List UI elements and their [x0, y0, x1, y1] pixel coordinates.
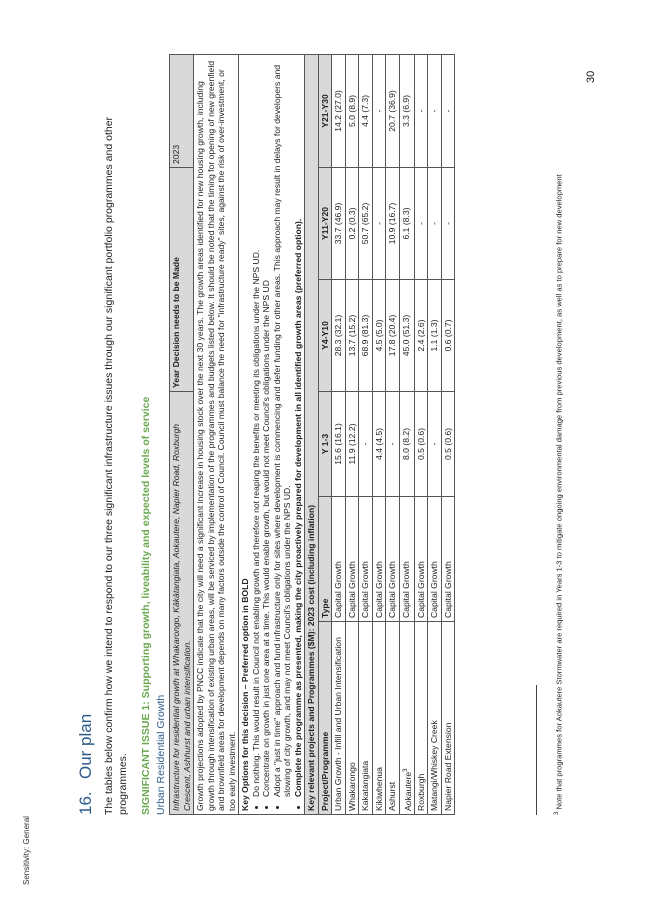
- value-cell: 4.4 (4.5): [372, 391, 386, 496]
- value-cell: 0.5 (0.6): [414, 391, 428, 496]
- table-body: [332, 54, 455, 814]
- value-cell: 33.7 (46.9): [332, 167, 346, 279]
- value-cell: 4.4 (7.3): [359, 54, 373, 167]
- value-cell: 10.9 (16.7): [386, 167, 400, 279]
- page-number: 30: [585, 70, 597, 83]
- intro-paragraph: The tables below confirm how we intend to respond to our three significant infrastructure issues through our significant portfolio programmes and other programmes.: [103, 116, 129, 815]
- type-cell: Capital Growth: [428, 497, 442, 622]
- value-cell: 3.3 (6.9): [399, 54, 414, 167]
- value-cell: -: [428, 167, 442, 279]
- description-cell: Growth projections adopted by PNCC indicate that the city will need a significant increase in housing stock over the next 30 years. The growth areas identified for new housing growth, including growth through intensification of existing urban areas, will be serviced by implementation of the programmes and budgets listed below. It should be noted that the timing for opening of new greenfield and brownfield areas for development depends on many factors outside the control of Council. Council must balance the need for "infrastructure ready" sites, against the risk of over-investment, or too early investment.: [194, 54, 239, 814]
- project-name-cell: Kakatangiata: [359, 622, 373, 815]
- type-cell: Capital Growth: [441, 497, 455, 622]
- page-content: [76, 55, 455, 815]
- footnote-ref: 3: [402, 768, 409, 772]
- key-projects-row: [305, 54, 319, 814]
- project-name-cell: Urban Growth - Infill and Urban Intensification: [332, 622, 346, 815]
- table-row: [359, 54, 373, 814]
- value-cell: -: [428, 54, 442, 167]
- table-row: [372, 54, 386, 814]
- option-item: • Do nothing. This would result in Council not enabling growth and therefore not reaping the benefits or meeting its obligations under the NPS UD.: [251, 58, 262, 797]
- sub-heading: Urban Residential Growth: [155, 694, 167, 815]
- value-cell: 50.7 (65.2): [359, 167, 373, 279]
- decision-year-cell: 2023: [170, 54, 194, 167]
- options-cell: [239, 54, 305, 814]
- value-cell: 5.0 (8.9): [345, 54, 359, 167]
- type-cell: Capital Growth: [386, 497, 400, 622]
- value-cell: 17.8 (20.4): [386, 279, 400, 391]
- value-cell: 0.6 (0.7): [441, 279, 455, 391]
- value-cell: 20.7 (36.9): [386, 54, 400, 167]
- value-cell: 2.4 (2.6): [414, 279, 428, 391]
- value-cell: -: [441, 167, 455, 279]
- table-row: [428, 54, 442, 814]
- project-name-cell: Ashurst: [386, 622, 400, 815]
- project-name-cell: Whakarongo: [345, 622, 359, 815]
- table-row: [414, 54, 428, 814]
- table-row: [345, 54, 359, 814]
- sensitivity-label: Sensitivity: General: [22, 816, 31, 885]
- value-cell: 68.9 (81.3): [359, 279, 373, 391]
- options-list: [251, 58, 304, 811]
- value-cell: 45.0 (51.3): [399, 279, 414, 391]
- value-cell: 14.2 (27.0): [332, 54, 346, 167]
- value-cell: -: [441, 54, 455, 167]
- value-cell: 13.7 (15.2): [345, 279, 359, 391]
- project-name-cell: [399, 622, 414, 815]
- column-header: Type: [318, 497, 332, 622]
- value-cell: -: [372, 54, 386, 167]
- preferred-option-item: • Complete the programme as presented, making the city proactively prepared for development in all identified growth areas (preferred option).: [293, 58, 304, 797]
- table-title-row: [170, 54, 194, 814]
- section-number: 16.: [76, 791, 95, 815]
- value-cell: 0.2 (0.3): [345, 167, 359, 279]
- value-cell: 6.1 (8.3): [399, 167, 414, 279]
- column-header: Y21-Y30: [318, 54, 332, 167]
- table-title-cell: Infrastructure for residential growth at Whakarongo, Kākātangiata, Aokautere, Napier Road, Roxburgh Crescent, Ashhurst and urban intensification.: [170, 391, 194, 814]
- table-row: [386, 54, 400, 814]
- key-projects-heading: Key relevant projects and Programmes ($M): 2023 cost (including inflation): [305, 54, 319, 814]
- column-header: Y 1-3: [318, 391, 332, 496]
- type-cell: Capital Growth: [332, 497, 346, 622]
- options-row: [239, 54, 305, 814]
- table-row: [441, 54, 455, 814]
- value-cell: 0.5 (0.6): [441, 391, 455, 496]
- value-cell: -: [428, 391, 442, 496]
- option-item: • Adopt a "just in time" approach and fund infrastructure only for sites where development is commencing and defer funding for other areas. This approach may result in delays for developers and slowing of city growth, and may not meet Council's obligations under the NPS UD.: [272, 58, 293, 797]
- column-header: Y4-Y10: [318, 279, 332, 391]
- growth-table: [169, 54, 455, 815]
- options-heading: Key Options for this decision – Preferred option in BOLD: [240, 578, 250, 811]
- type-cell: Capital Growth: [414, 497, 428, 622]
- section-heading: [76, 55, 96, 815]
- value-cell: -: [414, 167, 428, 279]
- value-cell: 4.5 (5.0): [372, 279, 386, 391]
- value-cell: -: [372, 167, 386, 279]
- project-name-cell: Napier Road Extension: [441, 622, 455, 815]
- project-name-cell: Kikiwhenua: [372, 622, 386, 815]
- value-cell: 11.9 (12.2): [345, 391, 359, 496]
- value-cell: 15.6 (16.1): [332, 391, 346, 496]
- description-row: [194, 54, 239, 814]
- project-name-text: Aokautere: [402, 771, 413, 811]
- value-cell: -: [359, 391, 373, 496]
- table-row: [332, 54, 346, 814]
- type-cell: Capital Growth: [399, 497, 414, 622]
- project-name-cell: Roxburgh: [414, 622, 428, 815]
- value-cell: -: [386, 391, 400, 496]
- footnote: [553, 55, 564, 815]
- column-header: Project/Programme: [318, 622, 332, 815]
- footnote-marker: 3: [554, 811, 560, 815]
- column-header: Y11-Y20: [318, 167, 332, 279]
- column-header-row: [318, 54, 332, 814]
- value-cell: 28.3 (32.1): [332, 279, 346, 391]
- footnote-text: Note that programmes for Aokautere Stormwater are required in Years 1-3 to mitigate ongoing environmental damage from previous development, as well as to prepare for new development: [554, 174, 564, 810]
- project-name-cell: Matangi/Whiskey Creek: [428, 622, 442, 815]
- value-cell: 8.0 (8.2): [399, 391, 414, 496]
- value-cell: 1.1 (1.3): [428, 279, 442, 391]
- issue-heading: SIGNIFICANT ISSUE 1: Supporting growth, liveability and expected levels of service: [140, 396, 152, 815]
- section-title: Our plan: [76, 713, 95, 779]
- table-row: [399, 54, 414, 814]
- footnote-rule: [536, 685, 537, 815]
- decision-label-cell: Year Decision needs to be Made: [170, 167, 194, 391]
- value-cell: -: [414, 54, 428, 167]
- option-item: • Concentrate on growth in just one area at a time. This would enable growth, but would not meet Council's obligations under the NPS UD: [261, 58, 272, 797]
- type-cell: Capital Growth: [372, 497, 386, 622]
- type-cell: Capital Growth: [345, 497, 359, 622]
- type-cell: Capital Growth: [359, 497, 373, 622]
